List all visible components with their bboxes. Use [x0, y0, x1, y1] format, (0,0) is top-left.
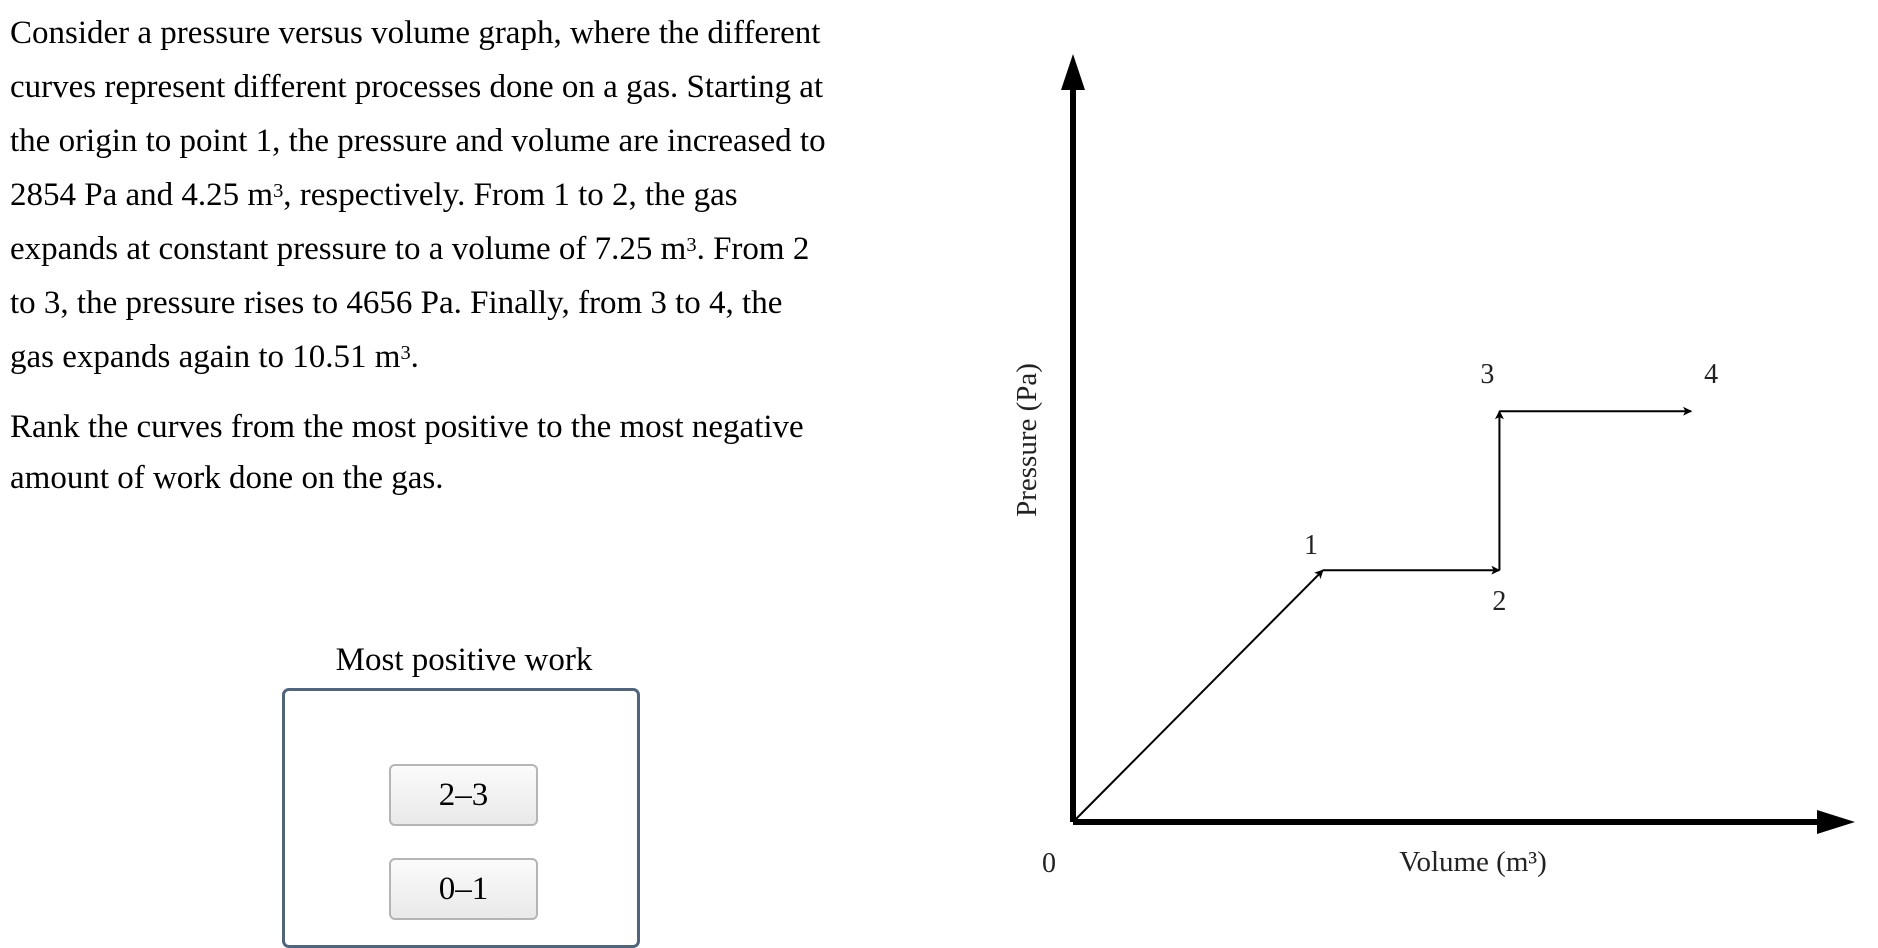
question-line: the origin to point 1, the pressure and volume are increased to [10, 123, 826, 159]
point-labels [1304, 359, 1718, 617]
question-line: gas expands again to 10.51 $m^3$. [10, 339, 419, 375]
question-text [10, 6, 915, 522]
process-curves [1073, 411, 1691, 822]
point-label-1: 1 [1303, 530, 1318, 562]
ranking-drop-zone[interactable] [282, 688, 640, 948]
y-axis-arrowhead [1061, 54, 1085, 90]
point-label-3: 3 [1480, 359, 1495, 391]
origin-label: 0 [1042, 848, 1056, 879]
question-line: amount of work done on the gas. [10, 460, 444, 496]
question-line: 2854 Pa and 4.25 $m^3$, respectively. From 1 to 2, the gas [10, 177, 738, 213]
question-paragraph-1 [10, 6, 915, 384]
question-line: to 3, the pressure rises to 4656 Pa. Finally, from 3 to 4, the [10, 285, 783, 321]
question-line: expands at constant pressure to a volume of 7.25 $m^3$. From 2 [10, 231, 810, 267]
question-line: Rank the curves from the most positive to the most negative [10, 409, 804, 445]
curve-0-1 [1073, 570, 1323, 822]
rank-item-2-3[interactable]: 2–3 [389, 764, 538, 826]
question-line: curves represent different processes done on a gas. Starting at [10, 69, 824, 105]
x-axis-label: Volume (m³) [1399, 846, 1547, 878]
y-axis-label: Pressure (Pa) [1011, 363, 1043, 517]
rank-item-0-1[interactable]: 0–1 [389, 858, 538, 920]
pv-graph [990, 40, 1870, 880]
question-line: Consider a pressure versus volume graph, where the different [10, 15, 821, 51]
x-axis-arrowhead [1817, 810, 1855, 834]
point-label-2: 2 [1492, 586, 1507, 618]
question-paragraph-2 [10, 402, 915, 504]
point-label-4: 4 [1704, 359, 1719, 391]
ranking-title: Most positive work [335, 642, 593, 678]
